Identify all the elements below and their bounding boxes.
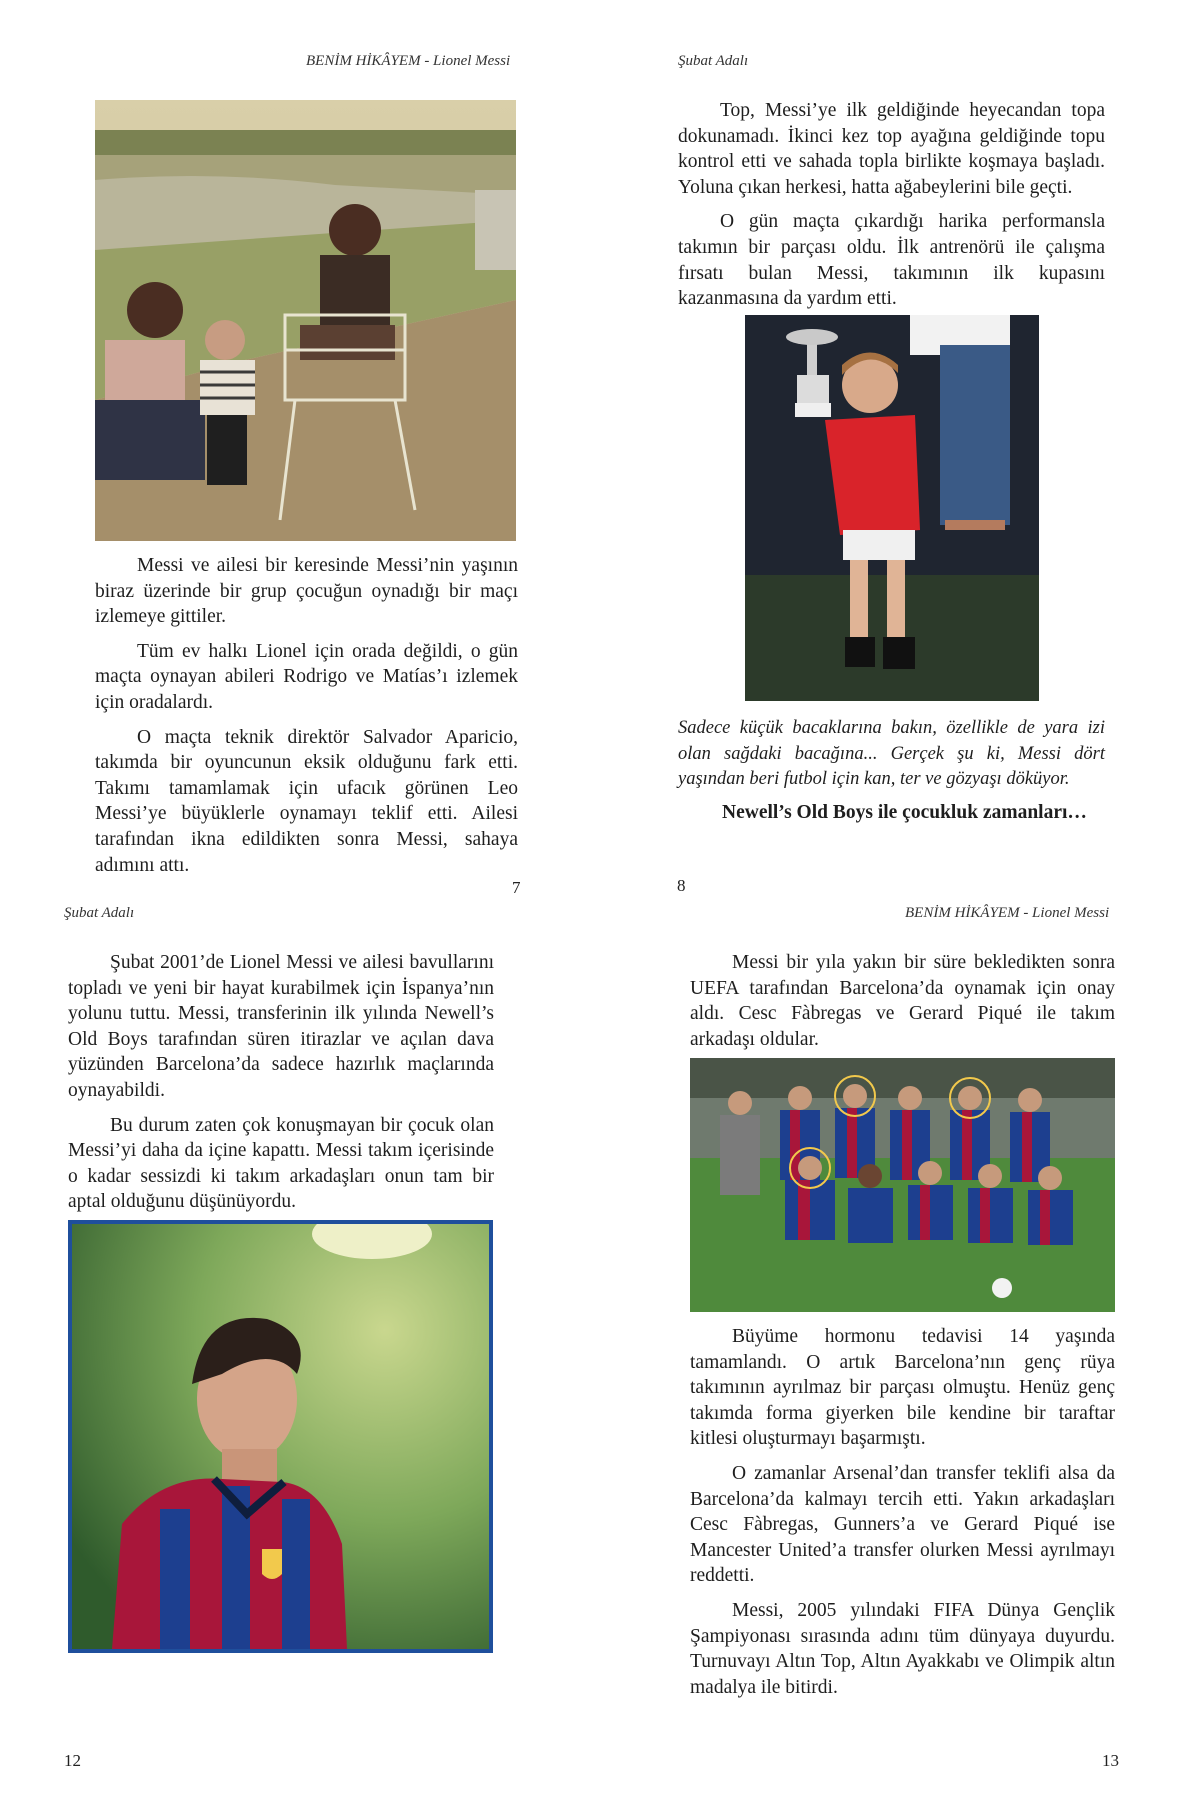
page-13-text-top — [690, 950, 1115, 1061]
young-messi-barca-photo — [68, 1220, 493, 1653]
page-number-8: 8 — [677, 876, 686, 895]
paragraph: O gün maçta çıkardığı harika performansla takımın bir parçası oldu. İlk antrenörü ile çalışma fırsatı bulan Messi, takımının ilk kupasını kazanmasına da yardım etti. — [678, 211, 1105, 310]
paragraph: Tüm ev halkı Lionel için orada değildi, o gün maçta oynayan abileri Rodrigo ve Matías’ı izlemek için oradalardı. — [95, 640, 518, 713]
family-riverside-photo — [95, 100, 516, 541]
child-trophy-photo — [745, 315, 1039, 701]
barca-youth-team-photo — [690, 1058, 1115, 1312]
paragraph: Büyüme hormonu tedavisi 14 yaşında tamamlandı. O artık Barcelona’nın genç rüya takımının ayrılmaz bir parçası olmuştu. Henüz genç takımda forma giyerken bile kendine bir taraftar kitlesi oluşturmayı başarmıştı. — [690, 1326, 1115, 1450]
paragraph: Messi bir yıla yakın bir süre bekledikten sonra UEFA tarafından Barcelona’da oynamak için onay aldı. Cesc Fàbregas ve Gerard Piqué ile takım arkadaşı oldular. — [690, 952, 1115, 1050]
page-13-header: BENİM HİKÂYEM - Lionel Messi — [905, 905, 1110, 921]
section-subheading: Newell’s Old Boys ile çocukluk zamanları… — [722, 802, 1087, 823]
page-7-text — [95, 553, 518, 887]
paragraph: Messi, 2005 yılındaki FIFA Dünya Gençlik Şampiyonası sırasında adını tüm dünyaya duyurdu. Turnuvayı Altın Top, Altın Ayakkabı ve Olimpik altın madalya ile bitirdi. — [690, 1599, 1115, 1698]
page-12-text — [68, 950, 494, 1224]
page-number-12: 12 — [64, 1751, 81, 1770]
page-12-header: Şubat Adalı — [64, 905, 135, 921]
paragraph: Bu durum zaten çok konuşmayan bir çocuk olan Messi’yi daha da içine kapattı. Messi takım içerisinde o kadar sessizdi ki takım arkadaşları onun tam bir aptal olduğunu düşünüyordu. — [68, 1114, 494, 1213]
page-8-header: Şubat Adalı — [678, 53, 749, 69]
page-13-text-bottom — [690, 1324, 1115, 1709]
page-8-text — [678, 98, 1105, 321]
paragraph: O zamanlar Arsenal’dan transfer teklifi alsa da Barcelona’da kalmayı tercih etti. Yakın arkadaşları Cesc Fàbregas, Gunners’a ve Gerard Piqué ise Mancester United’a transfer olurken Messi ayrılmayı reddetti. — [690, 1462, 1115, 1587]
paragraph: Messi ve ailesi bir keresinde Messi’nin yaşının biraz üzerinde bir grup çocuğun oynadığı bir maçı izlemeye gittiler. — [95, 555, 518, 628]
photo-caption: Sadece küçük bacaklarına bakın, özellikle de yara izi olan sağdaki bacağına... Gerçek şu ki, Messi dört yaşından beri futbol için kan, ter ve gözyaşı döküyor. — [678, 718, 1105, 789]
paragraph: Top, Messi’ye ilk geldiğinde heyecandan topa dokunamadı. İkinci kez top ayağına geldiğinde topu kontrol etti ve sahada topla birlikte koşmaya başladı. Yoluna çıkan herkesi, hatta ağabeylerini bile geçti. — [678, 100, 1105, 198]
paragraph: Şubat 2001’de Lionel Messi ve ailesi bavullarını topladı ve yeni bir hayat kurabilmek için İspanya’nın yolunu tuttu. Messi, transferinin ilk yılında Newell’s Old Boys tarafından süren itirazlar ve açılan dava yüzünden Barcelona’da sadece hazırlık maçlarında oynayabildi. — [68, 952, 494, 1101]
page-number-7: 7 — [512, 878, 521, 897]
page-number-13: 13 — [1102, 1751, 1119, 1770]
page-7-header: BENİM HİKÂYEM - Lionel Messi — [306, 53, 511, 69]
paragraph: O maçta teknik direktör Salvador Aparicio, takımda bir oyuncunun eksik olduğunu fark etti. Takımı tamamlamak için ufacık görünen Leo Messi’ye büyüklerle oynamayı teklif etti. Ailesi tarafından ikna edildikten sonra Messi, sahaya adımını attı. — [95, 726, 518, 876]
